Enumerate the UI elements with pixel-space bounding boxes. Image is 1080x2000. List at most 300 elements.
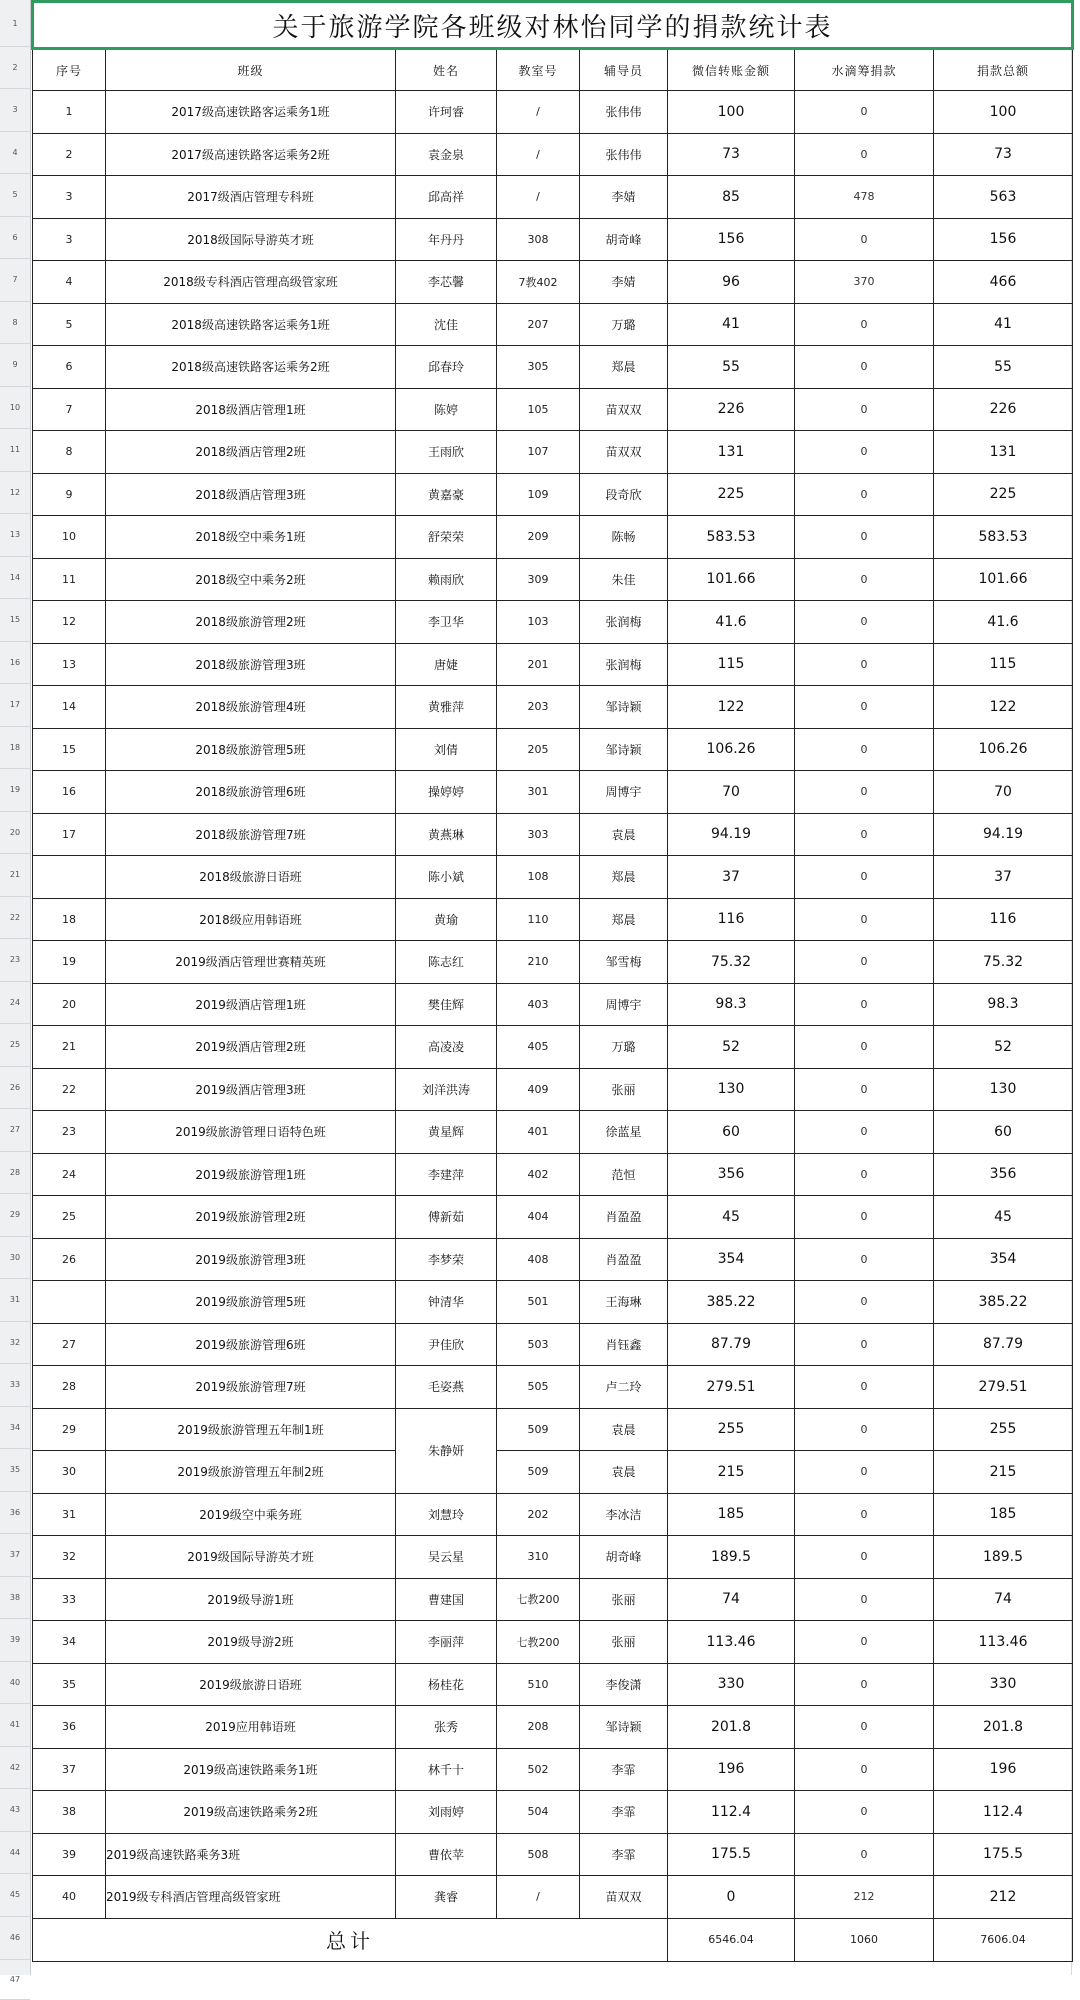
- cell-class[interactable]: 2019级国际导游英才班: [106, 1536, 396, 1579]
- cell-shuidi[interactable]: 0: [795, 303, 934, 346]
- cell-seq[interactable]: 38: [33, 1791, 106, 1834]
- cell-shuidi[interactable]: 0: [795, 1238, 934, 1281]
- cell-counselor[interactable]: 万璐: [580, 303, 668, 346]
- cell-counselor[interactable]: 李霏: [580, 1748, 668, 1791]
- cell-room[interactable]: 308: [497, 218, 580, 261]
- cell-room[interactable]: 408: [497, 1238, 580, 1281]
- cell-wechat[interactable]: 215: [668, 1451, 795, 1494]
- cell-room[interactable]: 509: [497, 1451, 580, 1494]
- cell-shuidi[interactable]: 0: [795, 558, 934, 601]
- row-number[interactable]: 10: [0, 387, 30, 430]
- cell-total[interactable]: 330: [934, 1663, 1073, 1706]
- cell-name[interactable]: 赖雨欣: [396, 558, 497, 601]
- cell-seq[interactable]: 33: [33, 1578, 106, 1621]
- cell-seq[interactable]: 8: [33, 431, 106, 474]
- cell-counselor[interactable]: 苗双双: [580, 1876, 668, 1919]
- row-number[interactable]: 47: [0, 1960, 30, 2000]
- cell-room[interactable]: 202: [497, 1493, 580, 1536]
- cell-class[interactable]: 2019级酒店管理2班: [106, 1026, 396, 1069]
- cell-name[interactable]: 陈小斌: [396, 856, 497, 899]
- cell-shuidi[interactable]: 0: [795, 1196, 934, 1239]
- cell-shuidi[interactable]: 370: [795, 261, 934, 304]
- cell-class[interactable]: 2019级高速铁路乘务3班: [106, 1833, 396, 1876]
- cell-seq[interactable]: 37: [33, 1748, 106, 1791]
- cell-class[interactable]: 2019级旅游管理6班: [106, 1323, 396, 1366]
- cell-wechat[interactable]: 85: [668, 176, 795, 219]
- cell-wechat[interactable]: 116: [668, 898, 795, 941]
- cell-room[interactable]: 309: [497, 558, 580, 601]
- cell-room[interactable]: 210: [497, 941, 580, 984]
- cell-total[interactable]: 73: [934, 133, 1073, 176]
- cell-seq[interactable]: 28: [33, 1366, 106, 1409]
- cell-shuidi[interactable]: 0: [795, 1408, 934, 1451]
- cell-room[interactable]: 303: [497, 813, 580, 856]
- cell-class[interactable]: 2018级旅游管理3班: [106, 643, 396, 686]
- cell-room[interactable]: 209: [497, 516, 580, 559]
- cell-seq[interactable]: 6: [33, 346, 106, 389]
- row-number[interactable]: 12: [0, 472, 30, 515]
- cell-shuidi[interactable]: 0: [795, 1153, 934, 1196]
- cell-seq[interactable]: 20: [33, 983, 106, 1026]
- cell-total[interactable]: 98.3: [934, 983, 1073, 1026]
- table-title[interactable]: 关于旅游学院各班级对林怡同学的捐款统计表: [33, 2, 1073, 49]
- header-counselor[interactable]: 辅导员: [580, 49, 668, 91]
- cell-seq[interactable]: 21: [33, 1026, 106, 1069]
- cell-counselor[interactable]: 陈畅: [580, 516, 668, 559]
- cell-class[interactable]: 2018级空中乘务2班: [106, 558, 396, 601]
- cell-counselor[interactable]: 周博宇: [580, 771, 668, 814]
- header-name[interactable]: 姓名: [396, 49, 497, 91]
- row-number[interactable]: 44: [0, 1832, 30, 1875]
- cell-total[interactable]: 583.53: [934, 516, 1073, 559]
- cell-class[interactable]: 2019级酒店管理世赛精英班: [106, 941, 396, 984]
- cell-counselor[interactable]: 万璐: [580, 1026, 668, 1069]
- cell-name[interactable]: 李建萍: [396, 1153, 497, 1196]
- cell-counselor[interactable]: 邹诗颖: [580, 686, 668, 729]
- header-class[interactable]: 班级: [106, 49, 396, 91]
- cell-name[interactable]: 李梦荣: [396, 1238, 497, 1281]
- cell-class[interactable]: 2019应用韩语班: [106, 1706, 396, 1749]
- cell-counselor[interactable]: 袁晨: [580, 813, 668, 856]
- cell-wechat[interactable]: 255: [668, 1408, 795, 1451]
- cell-name[interactable]: 曹建国: [396, 1578, 497, 1621]
- row-number[interactable]: 16: [0, 642, 30, 685]
- cell-name[interactable]: 钟清华: [396, 1281, 497, 1324]
- cell-counselor[interactable]: 周博宇: [580, 983, 668, 1026]
- cell-name[interactable]: 曹依苹: [396, 1833, 497, 1876]
- cell-seq[interactable]: 5: [33, 303, 106, 346]
- row-number[interactable]: 35: [0, 1449, 30, 1492]
- cell-name[interactable]: 黄燕琳: [396, 813, 497, 856]
- cell-class[interactable]: 2018级旅游管理5班: [106, 728, 396, 771]
- cell-wechat[interactable]: 196: [668, 1748, 795, 1791]
- cell-shuidi[interactable]: 0: [795, 1451, 934, 1494]
- cell-shuidi[interactable]: 0: [795, 983, 934, 1026]
- cell-counselor[interactable]: 苗双双: [580, 388, 668, 431]
- cell-wechat[interactable]: 279.51: [668, 1366, 795, 1409]
- cell-total[interactable]: 113.46: [934, 1621, 1073, 1664]
- cell-class[interactable]: 2018级酒店管理2班: [106, 431, 396, 474]
- cell-class[interactable]: 2019级旅游管理7班: [106, 1366, 396, 1409]
- cell-wechat[interactable]: 185: [668, 1493, 795, 1536]
- cell-total[interactable]: 563: [934, 176, 1073, 219]
- cell-shuidi[interactable]: 0: [795, 813, 934, 856]
- cell-seq[interactable]: 39: [33, 1833, 106, 1876]
- cell-seq[interactable]: 16: [33, 771, 106, 814]
- cell-name[interactable]: 邱高祥: [396, 176, 497, 219]
- cell-wechat[interactable]: 330: [668, 1663, 795, 1706]
- row-number[interactable]: 45: [0, 1874, 30, 1917]
- cell-class[interactable]: 2018级酒店管理1班: [106, 388, 396, 431]
- cell-seq[interactable]: 22: [33, 1068, 106, 1111]
- cell-wechat[interactable]: 101.66: [668, 558, 795, 601]
- cell-name[interactable]: 沈佳: [396, 303, 497, 346]
- row-number[interactable]: 19: [0, 769, 30, 812]
- cell-name[interactable]: 刘慧玲: [396, 1493, 497, 1536]
- cell-room[interactable]: 110: [497, 898, 580, 941]
- cell-wechat[interactable]: 225: [668, 473, 795, 516]
- cell-seq[interactable]: 14: [33, 686, 106, 729]
- cell-class[interactable]: 2018级旅游管理6班: [106, 771, 396, 814]
- cell-seq[interactable]: 32: [33, 1536, 106, 1579]
- cell-class[interactable]: 2019级酒店管理3班: [106, 1068, 396, 1111]
- row-number[interactable]: 6: [0, 217, 30, 260]
- cell-name[interactable]: 龚睿: [396, 1876, 497, 1919]
- cell-shuidi[interactable]: 0: [795, 91, 934, 134]
- cell-wechat[interactable]: 41: [668, 303, 795, 346]
- cell-name[interactable]: 黄雅萍: [396, 686, 497, 729]
- cell-counselor[interactable]: 李霏: [580, 1833, 668, 1876]
- cell-counselor[interactable]: 苗双双: [580, 431, 668, 474]
- cell-wechat[interactable]: 74: [668, 1578, 795, 1621]
- cell-shuidi[interactable]: 0: [795, 1578, 934, 1621]
- cell-shuidi[interactable]: 0: [795, 1748, 934, 1791]
- cell-wechat[interactable]: 226: [668, 388, 795, 431]
- cell-name[interactable]: 邱春玲: [396, 346, 497, 389]
- cell-class[interactable]: 2018级旅游管理7班: [106, 813, 396, 856]
- total-label[interactable]: 总计: [33, 1918, 668, 1961]
- cell-wechat[interactable]: 73: [668, 133, 795, 176]
- cell-counselor[interactable]: 李冰洁: [580, 1493, 668, 1536]
- cell-class[interactable]: 2017级高速铁路客运乘务2班: [106, 133, 396, 176]
- cell-class[interactable]: 2019级旅游管理2班: [106, 1196, 396, 1239]
- cell-counselor[interactable]: 王海琳: [580, 1281, 668, 1324]
- cell-wechat[interactable]: 112.4: [668, 1791, 795, 1834]
- cell-room[interactable]: 403: [497, 983, 580, 1026]
- cell-room[interactable]: /: [497, 91, 580, 134]
- cell-class[interactable]: 2019级旅游管理3班: [106, 1238, 396, 1281]
- row-number[interactable]: 39: [0, 1619, 30, 1662]
- cell-name[interactable]: 傅新茹: [396, 1196, 497, 1239]
- cell-shuidi[interactable]: 0: [795, 1323, 934, 1366]
- cell-room[interactable]: 7教402: [497, 261, 580, 304]
- cell-total[interactable]: 225: [934, 473, 1073, 516]
- cell-total[interactable]: 100: [934, 91, 1073, 134]
- cell-wechat[interactable]: 131: [668, 431, 795, 474]
- cell-seq[interactable]: 10: [33, 516, 106, 559]
- cell-wechat[interactable]: 37: [668, 856, 795, 899]
- cell-seq[interactable]: 40: [33, 1876, 106, 1919]
- cell-wechat[interactable]: 96: [668, 261, 795, 304]
- cell-room[interactable]: 509: [497, 1408, 580, 1451]
- cell-counselor[interactable]: 张丽: [580, 1621, 668, 1664]
- cell-class[interactable]: 2017级高速铁路客运乘务1班: [106, 91, 396, 134]
- row-number[interactable]: 22: [0, 897, 30, 940]
- cell-class[interactable]: 2018级旅游管理4班: [106, 686, 396, 729]
- cell-name[interactable]: 操婷婷: [396, 771, 497, 814]
- cell-wechat[interactable]: 98.3: [668, 983, 795, 1026]
- cell-class[interactable]: 2019级导游2班: [106, 1621, 396, 1664]
- cell-shuidi[interactable]: 0: [795, 1068, 934, 1111]
- cell-seq[interactable]: 18: [33, 898, 106, 941]
- cell-room[interactable]: 208: [497, 1706, 580, 1749]
- cell-counselor[interactable]: 肖盈盈: [580, 1238, 668, 1281]
- row-number[interactable]: 29: [0, 1194, 30, 1237]
- row-number[interactable]: 1: [0, 0, 30, 47]
- cell-room[interactable]: 310: [497, 1536, 580, 1579]
- cell-shuidi[interactable]: 0: [795, 1536, 934, 1579]
- cell-wechat[interactable]: 52: [668, 1026, 795, 1069]
- cell-room[interactable]: 508: [497, 1833, 580, 1876]
- cell-name[interactable]: 黄星辉: [396, 1111, 497, 1154]
- cell-shuidi[interactable]: 0: [795, 1706, 934, 1749]
- header-room[interactable]: 教室号: [497, 49, 580, 91]
- cell-name[interactable]: 黄嘉豪: [396, 473, 497, 516]
- cell-class[interactable]: 2019级导游1班: [106, 1578, 396, 1621]
- cell-seq[interactable]: 34: [33, 1621, 106, 1664]
- cell-class[interactable]: 2018级旅游日语班: [106, 856, 396, 899]
- cell-seq[interactable]: 15: [33, 728, 106, 771]
- row-number[interactable]: 8: [0, 302, 30, 345]
- cell-name[interactable]: 樊佳辉: [396, 983, 497, 1026]
- cell-shuidi[interactable]: 0: [795, 473, 934, 516]
- cell-class[interactable]: 2018级应用韩语班: [106, 898, 396, 941]
- cell-shuidi[interactable]: 0: [795, 1366, 934, 1409]
- row-number[interactable]: 24: [0, 982, 30, 1025]
- cell-name[interactable]: 王雨欣: [396, 431, 497, 474]
- cell-room[interactable]: 108: [497, 856, 580, 899]
- row-number[interactable]: 2: [0, 47, 30, 89]
- cell-name[interactable]: 陈志红: [396, 941, 497, 984]
- cell-name[interactable]: 李芯馨: [396, 261, 497, 304]
- cell-name[interactable]: 杨桂花: [396, 1663, 497, 1706]
- cell-seq[interactable]: 3: [33, 176, 106, 219]
- cell-total[interactable]: 45: [934, 1196, 1073, 1239]
- cell-name[interactable]: 毛姿燕: [396, 1366, 497, 1409]
- cell-name[interactable]: 张秀: [396, 1706, 497, 1749]
- cell-class[interactable]: 2019级空中乘务班: [106, 1493, 396, 1536]
- cell-counselor[interactable]: 邹诗颖: [580, 728, 668, 771]
- cell-wechat[interactable]: 45: [668, 1196, 795, 1239]
- row-number[interactable]: 17: [0, 684, 30, 727]
- cell-shuidi[interactable]: 0: [795, 1791, 934, 1834]
- cell-wechat[interactable]: 75.32: [668, 941, 795, 984]
- cell-room[interactable]: 105: [497, 388, 580, 431]
- cell-wechat[interactable]: 156: [668, 218, 795, 261]
- cell-wechat[interactable]: 87.79: [668, 1323, 795, 1366]
- cell-class[interactable]: 2017级酒店管理专科班: [106, 176, 396, 219]
- row-number[interactable]: 32: [0, 1322, 30, 1365]
- cell-counselor[interactable]: 张丽: [580, 1578, 668, 1621]
- total-wechat[interactable]: 6546.04: [668, 1918, 795, 1961]
- total-shuidi[interactable]: 1060: [795, 1918, 934, 1961]
- cell-room[interactable]: 502: [497, 1748, 580, 1791]
- cell-name[interactable]: 高凌凌: [396, 1026, 497, 1069]
- cell-shuidi[interactable]: 0: [795, 771, 934, 814]
- cell-total[interactable]: 41.6: [934, 601, 1073, 644]
- cell-shuidi[interactable]: 478: [795, 176, 934, 219]
- cell-name[interactable]: 黄瑜: [396, 898, 497, 941]
- cell-room[interactable]: 401: [497, 1111, 580, 1154]
- cell-room[interactable]: 七教200: [497, 1621, 580, 1664]
- cell-name[interactable]: 吴云星: [396, 1536, 497, 1579]
- cell-seq[interactable]: 12: [33, 601, 106, 644]
- cell-total[interactable]: 215: [934, 1451, 1073, 1494]
- cell-room[interactable]: 205: [497, 728, 580, 771]
- header-shuidi[interactable]: 水滴筹捐款: [795, 49, 934, 91]
- cell-shuidi[interactable]: 0: [795, 898, 934, 941]
- cell-total[interactable]: 130: [934, 1068, 1073, 1111]
- row-number[interactable]: 13: [0, 514, 30, 557]
- row-number[interactable]: 5: [0, 174, 30, 217]
- cell-name[interactable]: 舒荣荣: [396, 516, 497, 559]
- row-number[interactable]: 31: [0, 1279, 30, 1322]
- cell-shuidi[interactable]: 0: [795, 1833, 934, 1876]
- cell-seq[interactable]: 29: [33, 1408, 106, 1451]
- cell-name[interactable]: 林千十: [396, 1748, 497, 1791]
- cell-total[interactable]: 87.79: [934, 1323, 1073, 1366]
- cell-seq[interactable]: [33, 1281, 106, 1324]
- cell-counselor[interactable]: 郑晨: [580, 898, 668, 941]
- cell-wechat[interactable]: 385.22: [668, 1281, 795, 1324]
- row-number[interactable]: 27: [0, 1109, 30, 1152]
- cell-seq[interactable]: 13: [33, 643, 106, 686]
- cell-room[interactable]: 404: [497, 1196, 580, 1239]
- row-number[interactable]: 26: [0, 1067, 30, 1110]
- row-number[interactable]: 36: [0, 1492, 30, 1535]
- cell-counselor[interactable]: 袁晨: [580, 1408, 668, 1451]
- cell-class[interactable]: 2019级旅游管理5班: [106, 1281, 396, 1324]
- cell-seq[interactable]: 31: [33, 1493, 106, 1536]
- cell-counselor[interactable]: 张伟伟: [580, 91, 668, 134]
- cell-room[interactable]: 203: [497, 686, 580, 729]
- cell-room[interactable]: 504: [497, 1791, 580, 1834]
- cell-total[interactable]: 70: [934, 771, 1073, 814]
- cell-total[interactable]: 279.51: [934, 1366, 1073, 1409]
- row-number[interactable]: 30: [0, 1237, 30, 1280]
- cell-name[interactable]: 李卫华: [396, 601, 497, 644]
- cell-shuidi[interactable]: 0: [795, 643, 934, 686]
- row-number[interactable]: 42: [0, 1747, 30, 1790]
- cell-class[interactable]: 2018级酒店管理3班: [106, 473, 396, 516]
- cell-total[interactable]: 255: [934, 1408, 1073, 1451]
- cell-shuidi[interactable]: 0: [795, 388, 934, 431]
- cell-wechat[interactable]: 113.46: [668, 1621, 795, 1664]
- cell-seq[interactable]: 4: [33, 261, 106, 304]
- row-number[interactable]: 4: [0, 132, 30, 175]
- cell-class[interactable]: 2019级高速铁路乘务2班: [106, 1791, 396, 1834]
- cell-shuidi[interactable]: 0: [795, 1663, 934, 1706]
- row-number[interactable]: 25: [0, 1024, 30, 1067]
- cell-counselor[interactable]: 胡奇峰: [580, 1536, 668, 1579]
- cell-counselor[interactable]: 段奇欣: [580, 473, 668, 516]
- cell-room[interactable]: /: [497, 176, 580, 219]
- cell-counselor[interactable]: 郑晨: [580, 856, 668, 899]
- cell-counselor[interactable]: 张丽: [580, 1068, 668, 1111]
- cell-class[interactable]: 2019级旅游管理五年制2班: [106, 1451, 396, 1494]
- cell-class[interactable]: 2018级高速铁路客运乘务1班: [106, 303, 396, 346]
- cell-counselor[interactable]: 卢二玲: [580, 1366, 668, 1409]
- cell-wechat[interactable]: 115: [668, 643, 795, 686]
- cell-total[interactable]: 106.26: [934, 728, 1073, 771]
- row-number[interactable]: 7: [0, 259, 30, 302]
- cell-total[interactable]: 60: [934, 1111, 1073, 1154]
- cell-class[interactable]: 2019级旅游管理1班: [106, 1153, 396, 1196]
- cell-shuidi[interactable]: 0: [795, 601, 934, 644]
- cell-shuidi[interactable]: 0: [795, 218, 934, 261]
- cell-shuidi[interactable]: 0: [795, 941, 934, 984]
- cell-total[interactable]: 52: [934, 1026, 1073, 1069]
- cell-total[interactable]: 41: [934, 303, 1073, 346]
- cell-counselor[interactable]: 肖盈盈: [580, 1196, 668, 1239]
- row-number[interactable]: 21: [0, 854, 30, 897]
- cell-wechat[interactable]: 41.6: [668, 601, 795, 644]
- cell-counselor[interactable]: 邹雪梅: [580, 941, 668, 984]
- cell-seq[interactable]: 26: [33, 1238, 106, 1281]
- cell-total[interactable]: 74: [934, 1578, 1073, 1621]
- row-number[interactable]: 46: [0, 1917, 30, 1960]
- cell-wechat[interactable]: 94.19: [668, 813, 795, 856]
- cell-counselor[interactable]: 朱佳: [580, 558, 668, 601]
- cell-total[interactable]: 226: [934, 388, 1073, 431]
- cell-room[interactable]: 409: [497, 1068, 580, 1111]
- cell-shuidi[interactable]: 0: [795, 728, 934, 771]
- cell-shuidi[interactable]: 0: [795, 1281, 934, 1324]
- cell-name[interactable]: 陈婷: [396, 388, 497, 431]
- cell-name[interactable]: 唐婕: [396, 643, 497, 686]
- cell-seq[interactable]: 9: [33, 473, 106, 516]
- cell-shuidi[interactable]: 0: [795, 346, 934, 389]
- cell-total[interactable]: 37: [934, 856, 1073, 899]
- cell-room[interactable]: 201: [497, 643, 580, 686]
- cell-name[interactable]: 朱静妍: [396, 1408, 497, 1493]
- cell-class[interactable]: 2019级专科酒店管理高级管家班: [106, 1876, 396, 1919]
- cell-seq[interactable]: 24: [33, 1153, 106, 1196]
- cell-room[interactable]: /: [497, 1876, 580, 1919]
- cell-wechat[interactable]: 189.5: [668, 1536, 795, 1579]
- cell-shuidi[interactable]: 0: [795, 1621, 934, 1664]
- cell-total[interactable]: 131: [934, 431, 1073, 474]
- cell-total[interactable]: 201.8: [934, 1706, 1073, 1749]
- cell-shuidi[interactable]: 0: [795, 133, 934, 176]
- cell-counselor[interactable]: 邹诗颖: [580, 1706, 668, 1749]
- cell-class[interactable]: 2018级国际导游英才班: [106, 218, 396, 261]
- cell-total[interactable]: 156: [934, 218, 1073, 261]
- cell-class[interactable]: 2019级旅游日语班: [106, 1663, 396, 1706]
- cell-room[interactable]: 103: [497, 601, 580, 644]
- cell-room[interactable]: 107: [497, 431, 580, 474]
- row-number[interactable]: 9: [0, 344, 30, 387]
- cell-shuidi[interactable]: 0: [795, 431, 934, 474]
- cell-wechat[interactable]: 106.26: [668, 728, 795, 771]
- row-number[interactable]: 11: [0, 429, 30, 472]
- cell-name[interactable]: 刘雨婷: [396, 1791, 497, 1834]
- cell-counselor[interactable]: 袁晨: [580, 1451, 668, 1494]
- cell-counselor[interactable]: 肖钰鑫: [580, 1323, 668, 1366]
- cell-shuidi[interactable]: 0: [795, 516, 934, 559]
- cell-seq[interactable]: 23: [33, 1111, 106, 1154]
- cell-wechat[interactable]: 70: [668, 771, 795, 814]
